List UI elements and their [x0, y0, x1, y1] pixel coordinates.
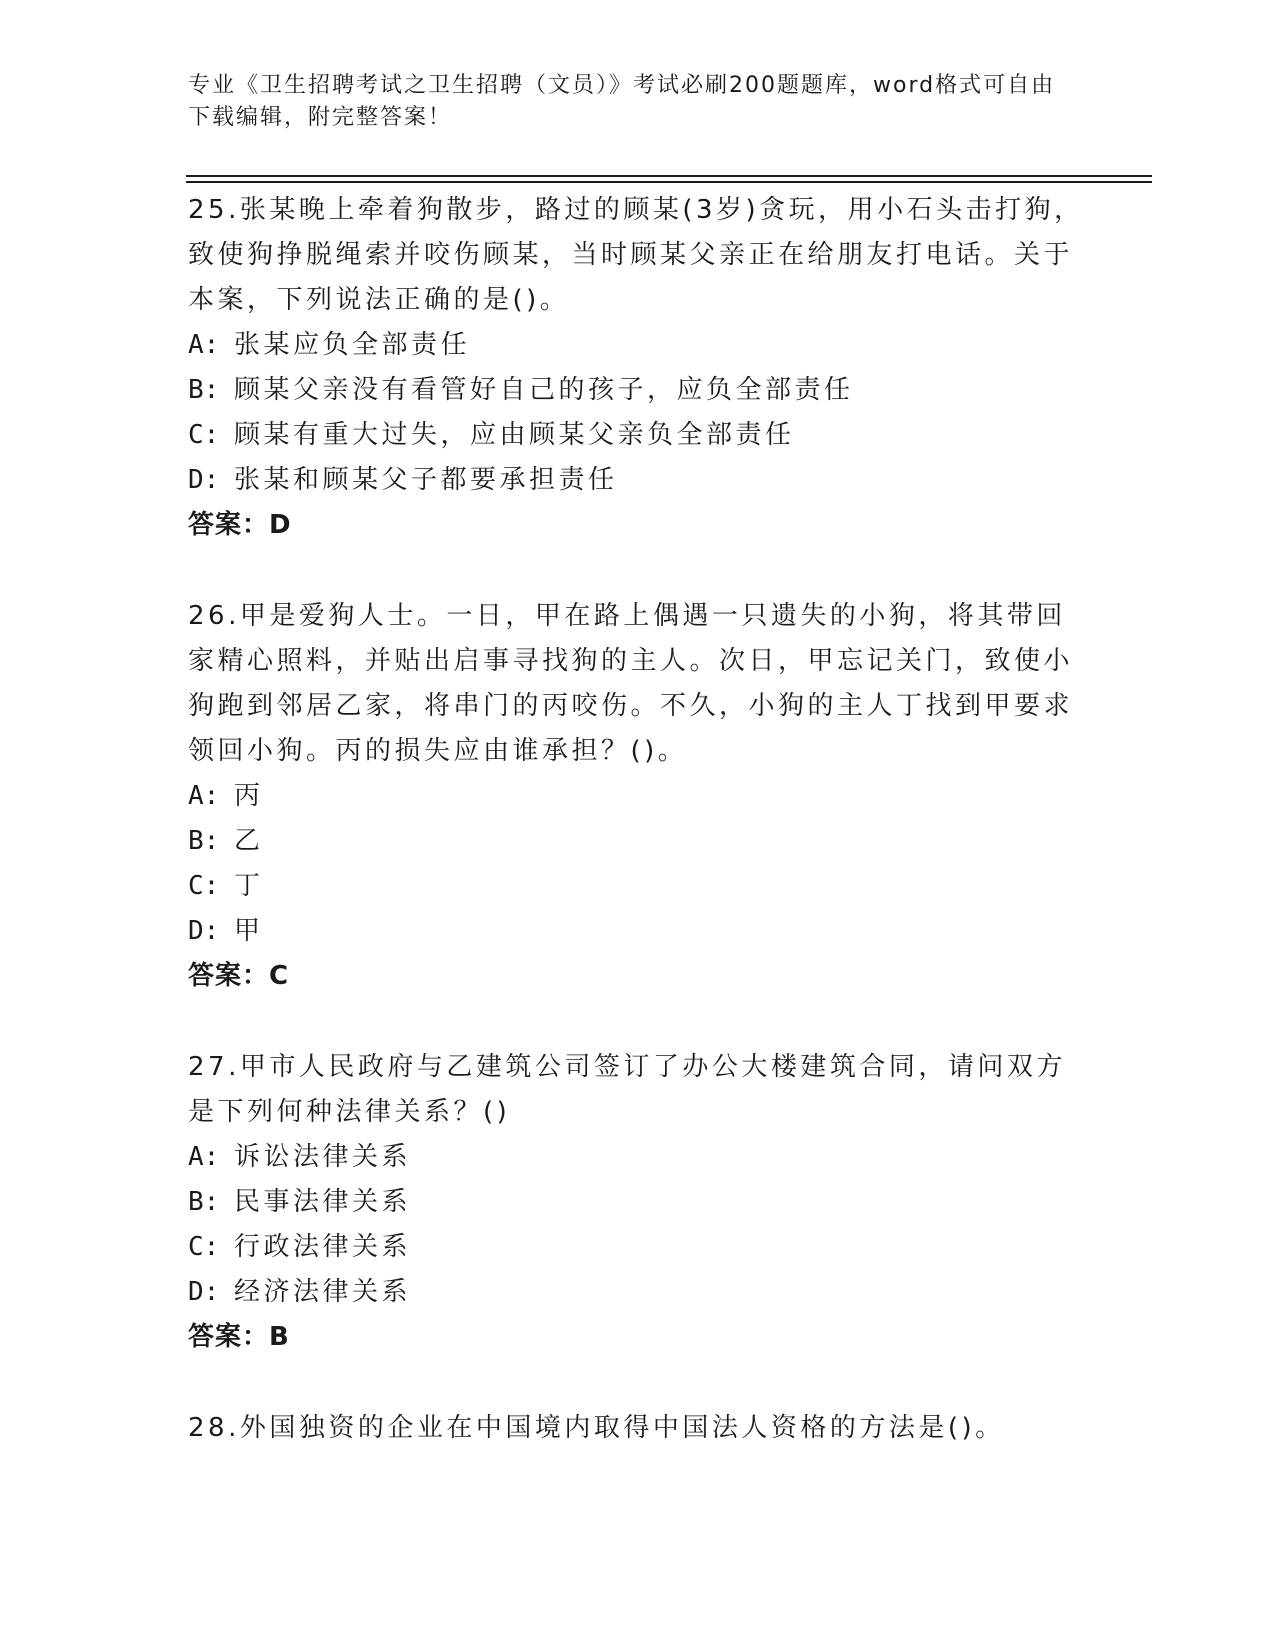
option-key: D: — [188, 916, 220, 946]
option-text: 民事法律关系 — [234, 1187, 412, 1217]
question-list — [188, 188, 1088, 1451]
question-text: 28.外国独资的企业在中国境内取得中国法人资格的方法是()。 — [188, 1413, 1005, 1443]
answer: 答案：C — [188, 961, 290, 991]
option-key: A: — [188, 1142, 220, 1172]
option-d — [188, 458, 1088, 503]
option-key: B: — [188, 375, 220, 405]
option-key: B: — [188, 1187, 220, 1217]
answer: 答案：B — [188, 1322, 290, 1352]
option-text: 丁 — [234, 871, 264, 901]
option-key: C: — [188, 1232, 220, 1262]
question-26 — [188, 594, 1088, 999]
option-a — [188, 1135, 1088, 1180]
option-key: A: — [188, 330, 220, 360]
option-b — [188, 819, 1088, 864]
option-text: 张某和顾某父子都要承担责任 — [234, 465, 618, 495]
option-c — [188, 413, 1088, 458]
header-divider-top — [186, 175, 1152, 177]
option-key: D: — [188, 1277, 220, 1307]
question-text: 27.甲市人民政府与乙建筑公司签订了办公大楼建筑合同，请问双方是下列何种法律关系？() — [188, 1052, 1066, 1127]
question-25 — [188, 188, 1088, 548]
option-d — [188, 909, 1088, 954]
option-b — [188, 1180, 1088, 1225]
option-text: 顾某父亲没有看管好自己的孩子，应负全部责任 — [234, 375, 854, 405]
option-text: 行政法律关系 — [234, 1232, 412, 1262]
spacer — [188, 1360, 1088, 1406]
spacer — [188, 999, 1088, 1045]
option-text: 诉讼法律关系 — [234, 1142, 412, 1172]
spacer — [188, 548, 1088, 594]
option-text: 张某应负全部责任 — [234, 330, 471, 360]
option-key: D: — [188, 465, 220, 495]
option-key: A: — [188, 781, 220, 811]
question-27 — [188, 1045, 1088, 1360]
header-divider-bottom — [186, 181, 1152, 183]
document-header: 专业《卫生招聘考试之卫生招聘（文员）》考试必刷200题题库，word格式可自由下载编辑，附完整答案！ — [188, 73, 1056, 130]
option-a — [188, 774, 1088, 819]
option-key: B: — [188, 826, 220, 856]
option-key: C: — [188, 871, 220, 901]
option-text: 经济法律关系 — [234, 1277, 412, 1307]
option-key: C: — [188, 420, 220, 450]
option-text: 乙 — [234, 826, 264, 856]
option-c — [188, 1225, 1088, 1270]
option-text: 顾某有重大过失，应由顾某父亲负全部责任 — [234, 420, 795, 450]
question-text: 25.张某晚上牵着狗散步，路过的顾某(3岁)贪玩，用小石头击打狗，致使狗挣脱绳索并咬伤顾某，当时顾某父亲正在给朋友打电话。关于本案，下列说法正确的是()。 — [188, 195, 1084, 315]
question-28 — [188, 1406, 1088, 1451]
option-b — [188, 368, 1088, 413]
option-d — [188, 1270, 1088, 1315]
question-text: 26.甲是爱狗人士。一日，甲在路上偶遇一只遗失的小狗，将其带回家精心照料，并贴出启事寻找狗的主人。次日，甲忘记关门，致使小狗跑到邻居乙家，将串门的丙咬伤。不久，小狗的主人丁找到甲要求领回小狗。丙的损失应由谁承担？()。 — [188, 601, 1074, 766]
option-text: 丙 — [234, 781, 264, 811]
option-a — [188, 323, 1088, 368]
option-text: 甲 — [234, 916, 264, 946]
answer: 答案：D — [188, 510, 292, 540]
option-c — [188, 864, 1088, 909]
